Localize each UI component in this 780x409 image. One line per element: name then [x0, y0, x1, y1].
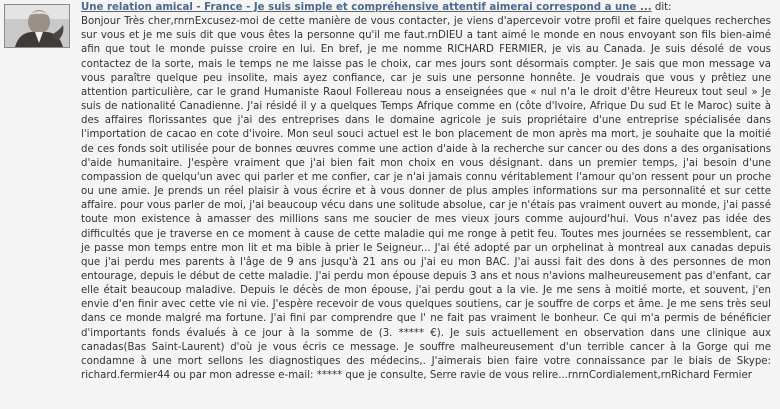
comment-content: [81, 1, 771, 383]
comment-heading: [81, 1, 771, 15]
comment-title-link[interactable]: Une relation amical - France - Je suis simple et compréhensive attentif aimerai correspond a une ...: [81, 2, 652, 13]
avatar[interactable]: [4, 4, 70, 48]
comment-suffix: dit:: [651, 2, 672, 13]
user-portrait-icon: [5, 5, 69, 47]
comment-body: [81, 15, 771, 383]
comment-message: Bonjour Très cher,rnrnExcusez-moi de cette manière de vous contacter, je viens d'apercevoir votre profil et faire quelques recherches sur vous et je me suis dit que vous êtes la personne qu'il me faut.rnDIEU a tant aimé le monde en nous envoyant son fils bien-aimé afin que tout le monde puisse croire en lui. En bref, je me nomme RICHARD FERMIER, je vis au Canada. Je suis désolé de vous contactez de la sorte, mais le temps ne me laisse pas le choix, car mes jours sont désormais compter. Je sais que mon message va vous paraître quelque peu insolite, mais ayez confiance, car je suis une personne honnête. Je voudrais que vous y prêtiez une attention particulière, car le grand Humaniste Raoul Follereau nous a enseignées que « nul n'a le droit d'être Heureux tout seul » Je suis de nationalité Canadienne. J'ai résidé il y a quelques Temps Afrique comme en (côte d'Ivoire, Afrique Du sud Et le Maroc) suite à des affaires florissantes que j'ai des entreprises dans le domaine agricole je suis propriétaire d'une entreprise spécialisée dans l'importation de cacao en cote d'ivoire. Mon seul souci actuel est le bon placement de mon après ma mort, je souhaite que la moitié de ces fonds soit utilisée pour de bonnes œuvres comme une action d'aide à la recherche sur cancer ou des dons a des organisations d'aide humanitaire. J'espère vraiment que j'ai bien fait mon choix en vous désignant. dans un premier temps, j'ai besoin d'une compassion de quelqu'un avec qui parler et me confier, car je n'ai jamais connu véritablement l'amour qu'on ressent pour un proche ou une amie. Je prends un réel plaisir à vous écrire et à vous donner de plus amples informations sur ma personnalité et sur cette affaire. pour vous parler de moi, j'ai beaucoup vécu dans une solitude absolue, car je n'étais pas vraiment ouvert au monde, j'ai passé toute mon existence à amasser des millions sans me soucier de mes vieux jours comme aujourd'hui. Vous n'avez pas idée des difficultés que je traverse en ce moment à cause de cette maladie qui me ronge à petit feu. Toutes mes journées se ressemblent, car je passe mon temps entre mon lit et ma bible à prier le Seigneur... J'ai été adopté par un orphelinat à montreal aux canadas depuis que j'ai perdu mes parents à l'âge de 9 ans jusqu'à 21 ans ou j'ai eu mon BAC. J'ai aussi fait des dons à des personnes de mon entourage, depuis le début de cette maladie. J'ai perdu mon épouse depuis 3 ans et nous n'avions malheureusement pas d'enfant, car elle était beaucoup maladive. Depuis le décès de mon épouse, j'ai perdu gout a la vie. Je me sens à moitié morte, et souvent, j'en envie d'en finir avec cette vie ni vie. J'espère recevoir de vous quelques soutiens, car je souffre de corps et âme. Je me sens très seul dans ce monde malgré ma fortune. J'ai fini par comprendre que l' ne fait pas vraiment le bonheur. Ce qui m'a permis de bénéficier d'importants fonds évalués à ce jour à la somme de (3. ***** €). Je suis actuellement en observation dans une clinique aux canadas(Bas Saint-Laurent) d'où je vous écris ce message. Je souffre malheureusement d'un terrible cancer à la Gorge qui me condamne à une mort sellons les diagnostiques des médecins,. J'aimerais bien faire votre connaissance par le biais de Skype: richard.fermier44 ou par mon adresse e-mail: ***** que je consulte, Serre ravie de vous relire...rnrnCordialement,rnRichard Fermier: [81, 16, 771, 382]
